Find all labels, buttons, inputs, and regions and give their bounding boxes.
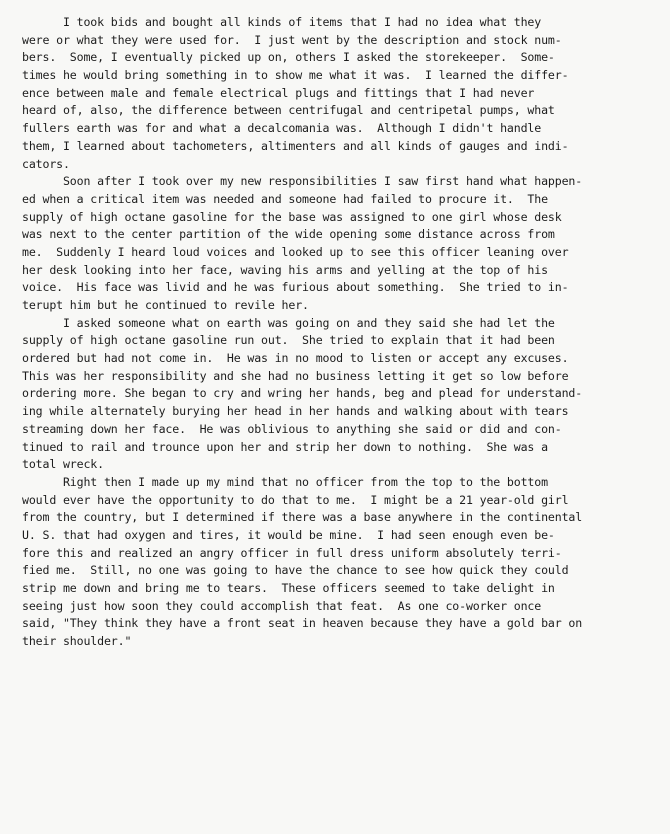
text-line: strip me down and bring me to tears. These officers seemed to take delight in: [22, 581, 555, 595]
text-line: was next to the center partition of the wide opening some distance across from: [22, 227, 555, 242]
text-line: me. Suddenly I heard loud voices and looked up to see this officer leaning over: [22, 244, 569, 259]
text-line: fied me. Still, no one was going to have the chance to see how quick they could: [22, 563, 569, 578]
text-line: supply of high octane gasoline run out. She tried to explain that it had been: [22, 333, 555, 348]
text-line: ordered but had not come in. He was in no mood to listen or accept any excuses.: [22, 351, 569, 366]
text-line: tinued to rail and trounce upon her and strip her down to nothing. She was a: [22, 439, 548, 454]
text-line: from the country, but I determined if there was a base anywhere in the continental: [22, 510, 583, 525]
text-line: them, I learned about tachometers, altimenters and all kinds of gauges and indi-: [22, 138, 569, 153]
text-line: said, "They think they have a front seat in heaven because they have a gold bar on: [22, 616, 583, 631]
text-line: Right then I made up my mind that no officer from the top to the bottom: [22, 474, 548, 489]
text-line: I took bids and bought all kinds of items that I had no idea what they: [22, 15, 542, 29]
text-line: supply of high octane gasoline for the base was assigned to one girl whose desk: [22, 209, 562, 224]
text-line: times he would bring something in to show me what it was. I learned the differ-: [22, 68, 569, 83]
text-line: fullers earth was for and what a decalcomania was. Although I didn't handle: [22, 121, 542, 136]
text-line: would ever have the opportunity to do that to me. I might be a 21 year-old girl: [22, 492, 569, 507]
text-line: ence between male and female electrical plugs and fittings that I had never: [22, 85, 535, 100]
text-line: Soon after I took over my new responsibilities I saw first hand what happen-: [22, 174, 583, 189]
text-line: bers. Some, I eventually picked up on, others I asked the storekeeper. Some-: [22, 50, 555, 65]
text-line: heard of, also, the difference between centrifugal and centripetal pumps, what: [22, 103, 555, 118]
document-body: [22, 14, 654, 651]
text-line: ing while alternately burying her head in her hands and walking about with tears: [22, 404, 569, 419]
text-line: streaming down her face. He was oblivious to anything she said or did and con-: [22, 421, 562, 436]
text-line: her desk looking into her face, waving his arms and yelling at the top of his: [22, 262, 548, 277]
text-line: U. S. that had oxygen and tires, it would be mine. I had seen enough even be-: [22, 527, 555, 542]
text-line: I asked someone what on earth was going on and they said she had let the: [22, 315, 555, 330]
text-line: terupt him but he continued to revile her.: [22, 298, 309, 312]
text-line: total wreck.: [22, 457, 104, 472]
text-line: ed when a critical item was needed and someone had failed to procure it. The: [22, 191, 548, 206]
text-line: This was her responsibility and she had no business letting it get so low before: [22, 368, 569, 383]
text-line: fore this and realized an angry officer in full dress uniform absolutely terri-: [22, 545, 562, 560]
text-line: were or what they were used for. I just went by the description and stock num-: [22, 32, 562, 47]
text-line: voice. His face was livid and he was furious about something. She tried to in-: [22, 280, 569, 295]
text-line: ordering more. She began to cry and wring her hands, beg and plead for understand-: [22, 386, 583, 401]
text-line: cators.: [22, 156, 70, 171]
text-line: their shoulder.": [22, 634, 132, 649]
text-line: seeing just how soon they could accomplish that feat. As one co-worker once: [22, 598, 542, 613]
